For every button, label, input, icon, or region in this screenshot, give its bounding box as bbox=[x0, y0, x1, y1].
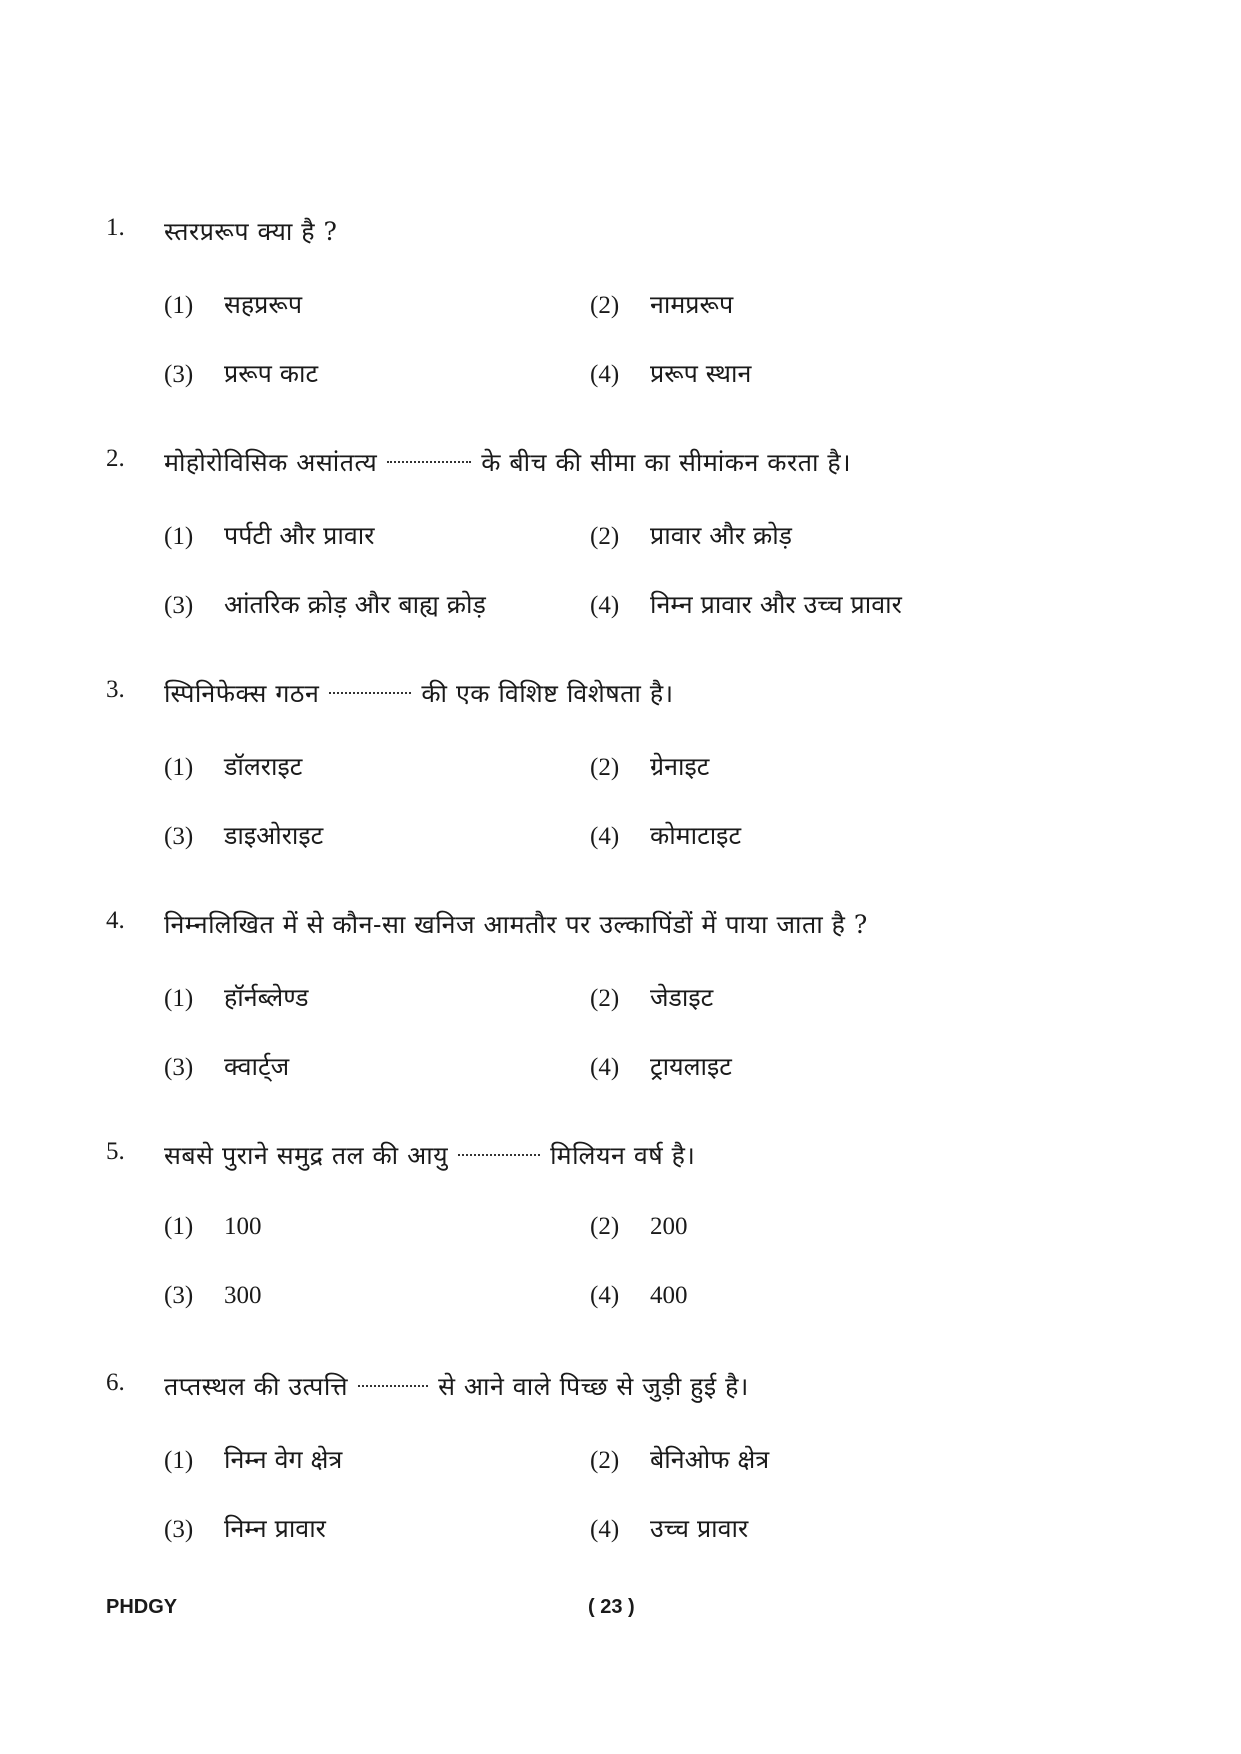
question-5 bbox=[0, 1138, 1241, 1309]
option-3[interactable] bbox=[164, 587, 486, 621]
question-stem bbox=[0, 907, 1241, 947]
paper-code: PHDGY bbox=[106, 1596, 178, 1618]
option-1[interactable] bbox=[164, 1442, 342, 1476]
option-1[interactable] bbox=[164, 749, 302, 783]
option-text: नामप्ररूप bbox=[650, 290, 734, 319]
option-number: (3) bbox=[164, 592, 194, 619]
option-2[interactable] bbox=[590, 980, 713, 1014]
question-4 bbox=[0, 907, 1241, 1081]
option-2[interactable] bbox=[590, 1442, 769, 1476]
option-number: (2) bbox=[590, 523, 620, 550]
option-text: निम्न प्रावार bbox=[224, 1514, 326, 1543]
question-number: 4. bbox=[106, 907, 125, 934]
option-number: (4) bbox=[590, 361, 620, 388]
question-number: 1. bbox=[106, 214, 125, 241]
option-text: 100 bbox=[224, 1213, 262, 1240]
question-3 bbox=[0, 676, 1241, 850]
question-stem bbox=[0, 1138, 1241, 1178]
option-2[interactable] bbox=[590, 518, 792, 552]
question-stem bbox=[0, 676, 1241, 716]
question-6 bbox=[0, 1369, 1241, 1543]
option-text: बेनिओफ क्षेत्र bbox=[650, 1445, 770, 1474]
question-text: मोहोरोविसिक असांतत्य के बीच की सीमा का सीमांकन करता है। bbox=[164, 448, 852, 477]
page-number: ( 23 ) bbox=[588, 1596, 635, 1618]
question-text: तप्तस्थल की उत्पत्ति से आने वाले पिच्छ से जुड़ी हुई है। bbox=[164, 1372, 749, 1401]
option-3[interactable] bbox=[164, 1511, 326, 1545]
option-3[interactable] bbox=[164, 1280, 262, 1310]
option-number: (2) bbox=[590, 754, 620, 781]
option-number: (2) bbox=[590, 1447, 620, 1474]
option-1[interactable] bbox=[164, 980, 309, 1014]
fill-in-blank bbox=[387, 461, 471, 463]
option-4[interactable] bbox=[590, 818, 741, 852]
question-text: निम्नलिखित में से कौन-सा खनिज आमतौर पर उल्कापिंडों में पाया जाता है ? bbox=[164, 910, 868, 939]
option-number: (3) bbox=[164, 361, 194, 388]
question-2 bbox=[0, 445, 1241, 619]
option-text: निम्न प्रावार और उच्च प्रावार bbox=[650, 590, 902, 619]
option-text: उच्च प्रावार bbox=[650, 1514, 749, 1543]
option-number: (1) bbox=[164, 754, 194, 781]
option-4[interactable] bbox=[590, 356, 751, 390]
option-number: (1) bbox=[164, 985, 194, 1012]
question-number: 5. bbox=[106, 1138, 125, 1165]
option-text: निम्न वेग क्षेत्र bbox=[224, 1445, 343, 1474]
option-text: कोमाटाइट bbox=[650, 821, 742, 850]
option-number: (4) bbox=[590, 1282, 620, 1309]
option-number: (3) bbox=[164, 823, 194, 850]
question-number: 6. bbox=[106, 1369, 125, 1396]
option-1[interactable] bbox=[164, 1211, 262, 1241]
option-text: 400 bbox=[650, 1282, 688, 1309]
option-number: (2) bbox=[590, 985, 620, 1012]
question-number: 2. bbox=[106, 445, 125, 472]
option-number: (4) bbox=[590, 592, 620, 619]
option-number: (1) bbox=[164, 523, 194, 550]
option-text: प्ररूप काट bbox=[224, 359, 319, 388]
option-3[interactable] bbox=[164, 818, 323, 852]
option-3[interactable] bbox=[164, 1049, 289, 1083]
option-number: (3) bbox=[164, 1054, 194, 1081]
option-3[interactable] bbox=[164, 356, 318, 390]
option-text: आंतरिक क्रोड़ और बाह्य क्रोड़ bbox=[224, 590, 486, 619]
option-number: (4) bbox=[590, 1054, 620, 1081]
option-number: (1) bbox=[164, 1213, 194, 1240]
option-4[interactable] bbox=[590, 1511, 748, 1545]
option-4[interactable] bbox=[590, 1280, 688, 1310]
fill-in-blank bbox=[358, 1385, 428, 1387]
question-text: स्पिनिफेक्स गठन की एक विशिष्ट विशेषता है। bbox=[164, 679, 674, 708]
option-number: (1) bbox=[164, 1447, 194, 1474]
option-text: 300 bbox=[224, 1282, 262, 1309]
option-number: (1) bbox=[164, 292, 194, 319]
question-number: 3. bbox=[106, 676, 125, 703]
option-text: पर्पटी और प्रावार bbox=[224, 521, 375, 550]
option-text: हॉर्नब्लेण्ड bbox=[224, 983, 309, 1012]
question-text: सबसे पुराने समुद्र तल की आयु मिलियन वर्ष है। bbox=[164, 1141, 696, 1170]
option-text: ग्रेनाइट bbox=[650, 752, 710, 781]
option-number: (4) bbox=[590, 1516, 620, 1543]
option-text: जेडाइट bbox=[650, 983, 714, 1012]
option-4[interactable] bbox=[590, 1049, 732, 1083]
question-1 bbox=[0, 214, 1241, 388]
option-text: प्ररूप स्थान bbox=[650, 359, 752, 388]
option-1[interactable] bbox=[164, 518, 374, 552]
question-stem bbox=[0, 214, 1241, 254]
option-2[interactable] bbox=[590, 1211, 688, 1241]
fill-in-blank bbox=[329, 692, 411, 694]
option-text: डॉलराइट bbox=[224, 752, 303, 781]
option-number: (4) bbox=[590, 823, 620, 850]
option-2[interactable] bbox=[590, 287, 733, 321]
option-number: (3) bbox=[164, 1516, 194, 1543]
option-text: क्वार्ट्ज bbox=[224, 1052, 290, 1081]
option-text: ट्रायलाइट bbox=[650, 1052, 732, 1081]
option-text: प्रावार और क्रोड़ bbox=[650, 521, 793, 550]
fill-in-blank bbox=[458, 1154, 540, 1156]
question-text: स्तरप्ररूप क्या है ? bbox=[164, 217, 338, 246]
option-4[interactable] bbox=[590, 587, 902, 621]
option-text: सहप्ररूप bbox=[224, 290, 303, 319]
option-number: (3) bbox=[164, 1282, 194, 1309]
option-text: 200 bbox=[650, 1213, 688, 1240]
question-stem bbox=[0, 445, 1241, 485]
option-text: डाइओराइट bbox=[224, 821, 324, 850]
option-number: (2) bbox=[590, 292, 620, 319]
option-number: (2) bbox=[590, 1213, 620, 1240]
question-stem bbox=[0, 1369, 1241, 1409]
option-1[interactable] bbox=[164, 287, 302, 321]
option-2[interactable] bbox=[590, 749, 709, 783]
